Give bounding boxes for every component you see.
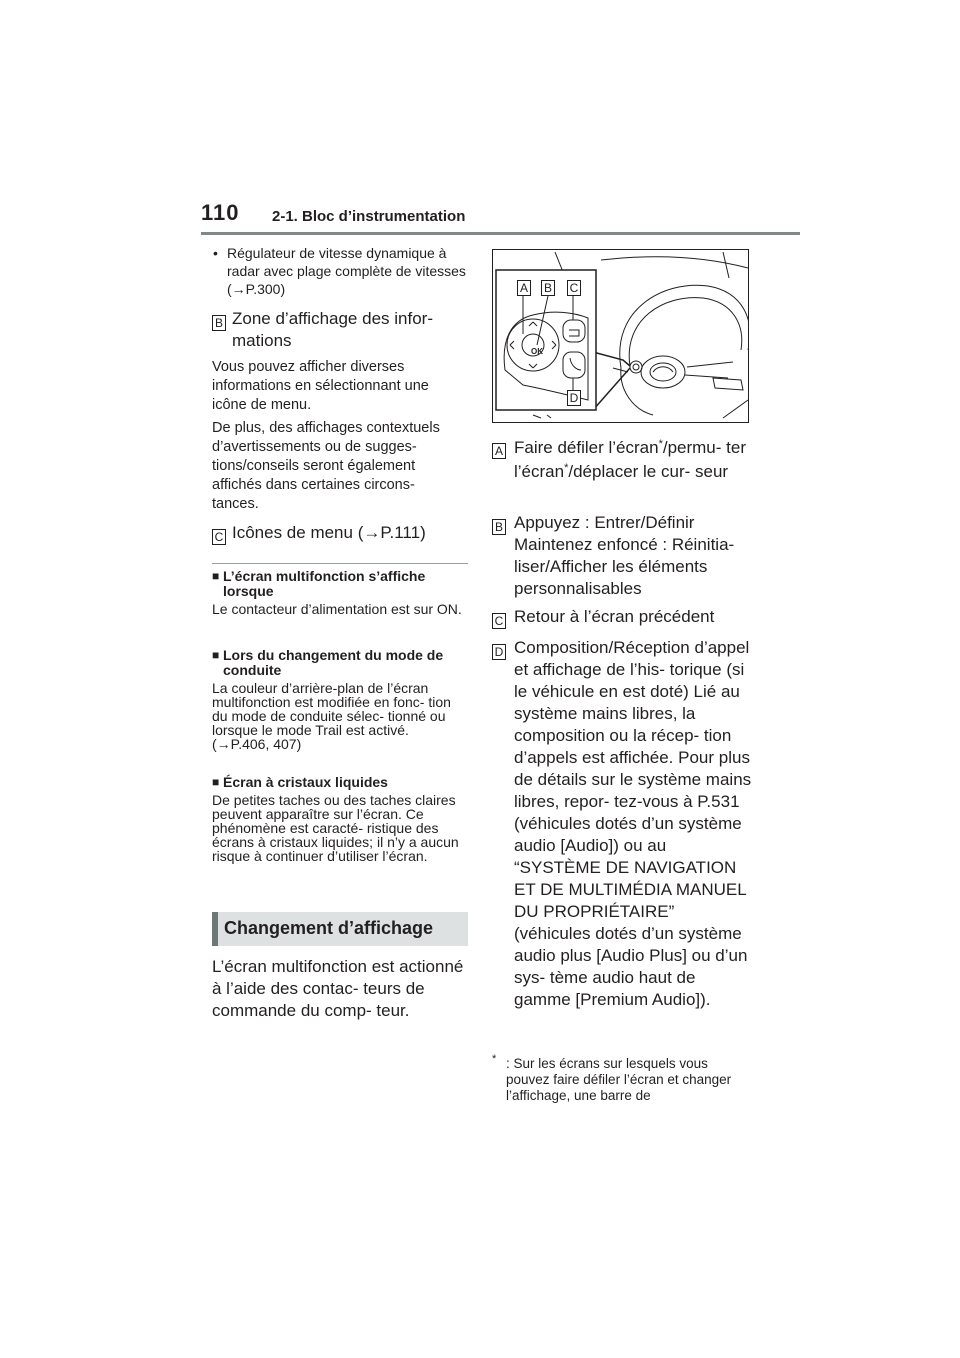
change-display-heading-text: Changement d’affichage xyxy=(224,918,434,938)
figure-label-b: B xyxy=(541,280,555,296)
header-rule xyxy=(201,232,800,235)
label-b-box: B xyxy=(212,315,226,331)
label-c-box: C xyxy=(492,613,506,629)
page-number: 110 xyxy=(201,200,240,225)
item-c-heading xyxy=(212,522,462,547)
note-3-body: De petites taches ou des taches claires peuvent apparaître sur l’écran. Ce phénomène est caracté- ristique des écrans à cristaux liquides; il n’y a aucun risque à continuer d’utiliser l’écran. xyxy=(212,792,459,864)
item-d-text: Composition/Réception d’appel et affichage de l’his- torique (si le véhicule en est doté) Lié au système mains libres, la composition ou la récep- tion d’appels est affichée. Pour plus de détails sur le système mains libres, repor- tez-vous à P.531 (véhicules dotés d’un système audio [Audio]) ou au “SYSTÈME DE NAVIGATION ET DE MULTIMÉDIA MANUEL DU PROPRIÉTAIRE” (véhicules dotés d’un système audio plus [Audio Plus] ou d’un sys- tème audio haut de gamme [Premium Audio]). xyxy=(514,638,752,1009)
square-bullet-icon: ■ xyxy=(212,569,220,583)
change-display-heading xyxy=(212,912,468,946)
bullet-dot: • xyxy=(213,245,218,261)
item-b-text: Appuyez : Entrer/Définir Maintenez enfoncé : Réinitia- liser/Afficher les éléments personnalisables xyxy=(514,513,735,598)
label-a-box: A xyxy=(492,443,506,459)
item-b-paragraph-2: De plus, des affichages contextuels d’avertissements ou de sugges- tions/conseils seront également affichés dans certaines circons- tances. xyxy=(212,420,440,512)
note-1-body: Le contacteur d’alimentation est sur ON. xyxy=(212,601,462,617)
item-a-sup-1: * xyxy=(658,438,663,450)
item-c-title: Icônes de menu (→P.111) xyxy=(232,523,426,542)
right-item-a xyxy=(492,436,754,484)
section-title: 2-1. Bloc d’instrumentation xyxy=(272,208,466,225)
right-item-c xyxy=(492,606,754,631)
right-item-d xyxy=(492,637,754,1011)
note-3 xyxy=(212,775,468,863)
figure-label-c: C xyxy=(567,280,581,296)
note-2-body: La couleur d’arrière-plan de l’écran multifonction est modifiée en fonc- tion du mode de conduite sélec- tionné ou lorsque le mode Trail est activé. (→P.406, 407) xyxy=(212,680,451,752)
square-bullet-icon: ■ xyxy=(212,648,220,662)
footnote-mark: * xyxy=(492,1053,497,1065)
item-c-text: Retour à l’écran précédent xyxy=(514,607,715,626)
item-a-text-1: Faire défiler l’écran xyxy=(514,438,659,457)
right-item-b xyxy=(492,512,754,600)
label-b-box: B xyxy=(492,519,506,535)
figure-label-a: A xyxy=(517,280,531,296)
steering-switch-illustration xyxy=(492,249,749,423)
item-a-text-2: /permu- ter l’écran xyxy=(514,438,746,481)
label-d-box: D xyxy=(492,644,506,660)
footnote xyxy=(492,1053,754,1104)
steering-wheel-drawing xyxy=(493,250,748,422)
item-a-text-3: /déplacer le cur- seur xyxy=(568,462,729,481)
intro-paragraph: L’écran multifonction est actionné à l’aide des contac- teurs de commande du comp- teur. xyxy=(212,957,464,1020)
bullet-item xyxy=(213,244,473,298)
item-b-heading xyxy=(212,308,462,352)
note-1-title: L’écran multifonction s’affiche lorsque xyxy=(223,568,426,599)
item-a-sup-2: * xyxy=(564,462,569,474)
notes-divider xyxy=(212,563,468,564)
bullet-text: Régulateur de vitesse dynamique à radar avec plage complète de vitesses (→P.300) xyxy=(227,245,466,297)
note-1 xyxy=(212,569,468,616)
note-2 xyxy=(212,648,468,751)
footnote-text: : Sur les écrans sur lesquels vous pouvez faire défiler l’écran et changer l’affichage, une barre de xyxy=(506,1056,732,1103)
label-c-box: C xyxy=(212,529,226,545)
note-3-title: Écran à cristaux liquides xyxy=(223,774,388,790)
square-bullet-icon: ■ xyxy=(212,775,220,789)
item-b-paragraph-1: Vous pouvez afficher diverses informations en sélectionnant une icône de menu. xyxy=(212,359,429,413)
note-2-title: Lors du changement du mode de conduite xyxy=(223,647,444,678)
item-b-title: Zone d’affichage des infor- mations xyxy=(232,309,433,350)
ok-button-label: OK xyxy=(531,347,543,356)
figure-label-d: D xyxy=(567,390,581,406)
